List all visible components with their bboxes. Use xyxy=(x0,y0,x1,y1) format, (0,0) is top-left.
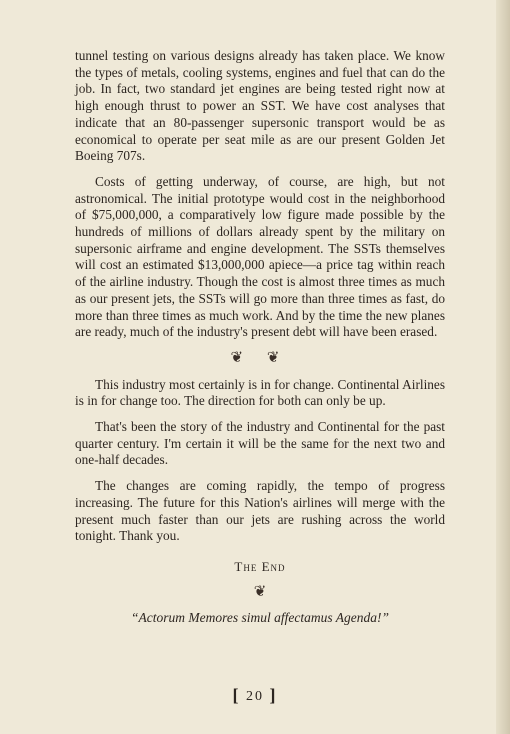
end-ornament: ❦ xyxy=(253,583,267,600)
latin-motto: “Actorum Memores simul affectamus Agenda!” xyxy=(131,610,389,626)
page-number-value: 20 xyxy=(246,689,264,704)
paragraph-4: That's been the story of the industry and Continental for the past quarter century. I'm certain it will be the same for the next two and one-half decades. xyxy=(75,419,445,468)
body-text xyxy=(75,48,445,627)
paragraph-1: tunnel testing on various designs already has taken place. We know the types of metals, cooling systems, engines and fuel that can do the job. In fact, two standard jet engines are being tested right now at high enough thrust to power an SST. We have cost analyses that indicate that an 80-passenger supersonic transport would be as economical to operate per seat mile as are our present Golden Jet Boeing 707s. xyxy=(75,48,445,164)
page-number-bracket-right: ] xyxy=(269,685,278,705)
paragraph-5: The changes are coming rapidly, the tempo of progress increasing. The future for this Nation's airlines will merge with the present much faster than our jets are rushing across the world tonight. Thank you. xyxy=(75,478,445,544)
page-number-bracket-left: [ xyxy=(232,685,241,705)
section-break-ornament: ❦ ❦ xyxy=(230,349,290,366)
paragraph-3: This industry most certainly is in for change. Continental Airlines is in for change too. The direction for both can only be up. xyxy=(75,376,445,409)
page-edge xyxy=(496,0,510,734)
the-end-heading: The End xyxy=(234,558,286,574)
page-number xyxy=(0,685,510,706)
paragraph-2: Costs of getting underway, of course, are high, but not astronomical. The initial prototype would cost in the neighborhood of $75,000,000, a comparatively low figure made possible by the hundreds of millions of dollars already spent by the military on supersonic airframe and engine development. The SSTs themselves will cost an estimated $13,000,000 apiece—a price tag within reach of the airline industry. Though the cost is almost three times as much as our present jets, the SSTs will go more than three times as fast, do more than three times as much work. And by the time the new planes are ready, much of the industry's present debt will have been erased. xyxy=(75,173,445,340)
